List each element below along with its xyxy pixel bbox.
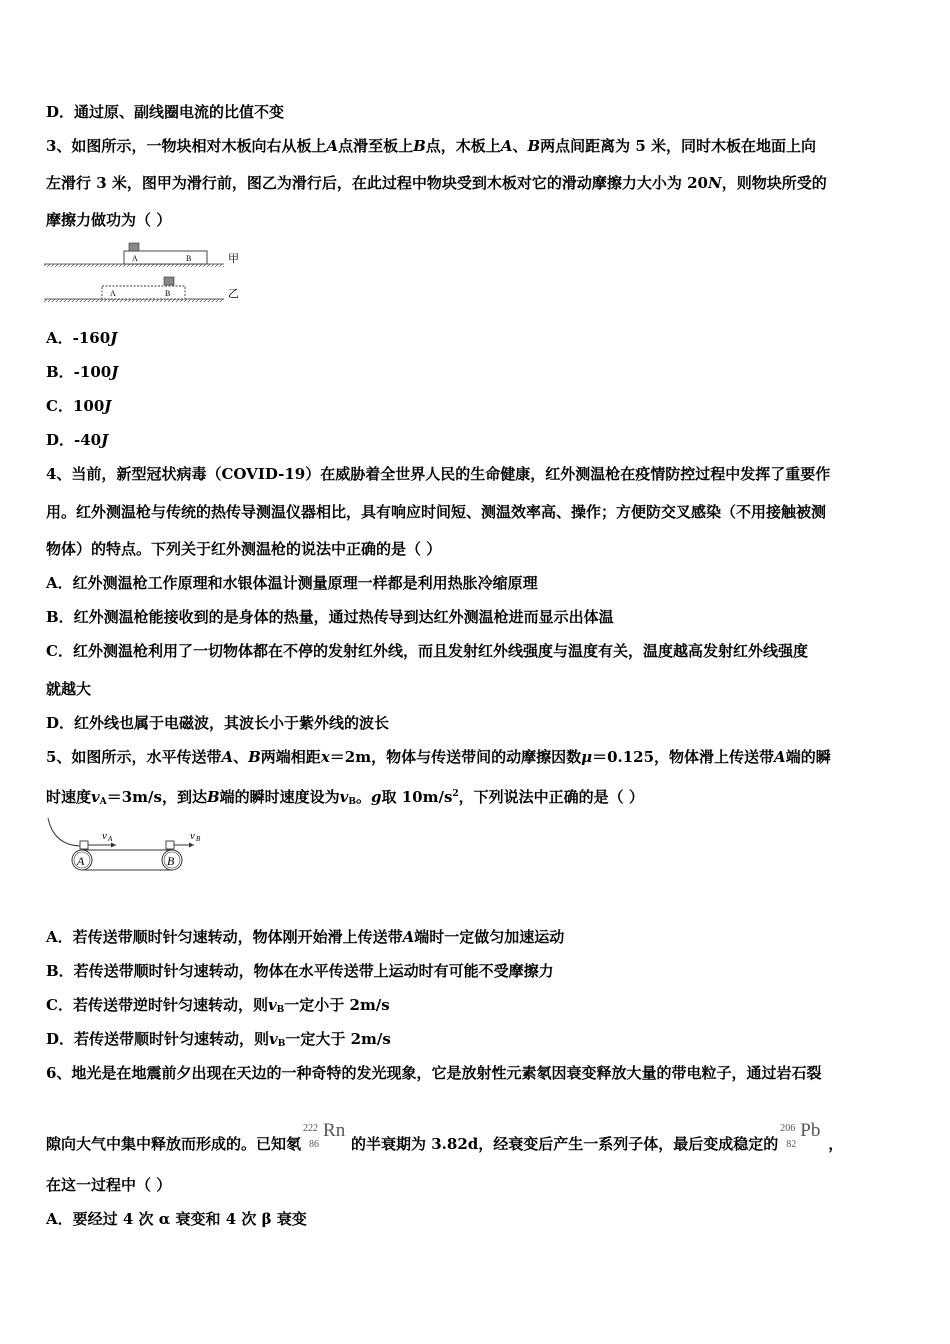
q3-option-d [46, 430, 108, 450]
q5-var-v: v [269, 1030, 278, 1048]
radon-isotope [301, 1120, 351, 1153]
q3-point-a: A [326, 137, 339, 155]
block-at-a [80, 841, 88, 849]
block-yi [164, 277, 174, 285]
block-jia [129, 243, 139, 251]
radon-atomic-number: 86 [309, 1139, 320, 1150]
q6-stem-line-3 [46, 1175, 171, 1195]
q5-option-d-text: D．若传送带顺时针匀速转动，则 [46, 1030, 270, 1048]
q5-sub-b: B [277, 1039, 286, 1049]
q5-var-v: v [91, 788, 100, 806]
arrow-vb-head [189, 843, 194, 848]
q3-text: 摩擦力做功为（ ） [46, 211, 172, 229]
board-label-a: A [110, 289, 116, 298]
q5-option-a-text: 端时一定做匀加速运动 [414, 928, 565, 946]
q5-option-c [46, 995, 390, 1020]
q5-stem-line-1 [46, 747, 831, 767]
q4-option-c-cont [46, 679, 91, 699]
q3-stem-line-1 [46, 136, 816, 156]
q6-option-a-text: A．要经过 4 次 α 衰变和 4 次 β 衰变 [46, 1210, 307, 1228]
q5-var-x: x [320, 748, 330, 766]
q5-text: ＝3m/s，到达 [106, 788, 207, 806]
q5-sub-b: B [348, 797, 356, 807]
q3-text: 3、如图所示，一物块相对木板向右从板上 [46, 137, 327, 155]
q4-option-c [46, 641, 808, 661]
q6-text: 隙向大气中集中释放而形成的。已知氡 [46, 1135, 302, 1153]
q5-var-g: g [371, 788, 382, 806]
q2-option-d [46, 102, 284, 122]
q5-figure [44, 814, 224, 876]
q5-end-a: A [221, 748, 234, 766]
q4-text: 物体）的特点。下列关于红外测温枪的说法中正确的是（ ） [46, 540, 442, 558]
q3-figure [44, 238, 254, 308]
q3-point-a: A [500, 137, 513, 155]
q5-option-b [46, 961, 554, 981]
q3-point-b: B [527, 137, 541, 155]
va-sub: A [108, 835, 113, 843]
q3-option-a [46, 328, 117, 348]
lead-isotope [778, 1120, 828, 1153]
q5-option-a-text: A．若传送带顺时针匀速转动，物体刚开始滑上传送带 [46, 928, 403, 946]
q4-option-c-text: 就越大 [46, 680, 92, 698]
q5-option-a [46, 927, 564, 947]
ground-hatch [44, 264, 224, 267]
q6-text: 6、地光是在地震前夕出现在天边的一种奇特的发光现象，它是放射性元素氡因衰变释放大量的带电粒子，通过岩石裂 [46, 1064, 822, 1082]
q5-option-c-text: C．若传送带逆时针匀速转动，则 [46, 996, 268, 1014]
q3-option-c [46, 396, 111, 416]
lead-atomic-number: 82 [786, 1139, 797, 1150]
q4-option-b [46, 607, 614, 627]
q3-stem-line-3 [46, 210, 171, 230]
q5-option-d [46, 1029, 391, 1054]
q5-text: 两端相距 [260, 748, 321, 766]
q5-text: 取 10m/s [381, 788, 453, 806]
q3-option-a-unit: J [110, 329, 118, 347]
q4-text: 用。红外测温枪与传统的热传导测温仪器相比，具有响应时间短、测温效率高、操作；方便防交叉感染（不用接触被测 [46, 503, 827, 521]
q5-var-v: v [339, 788, 349, 806]
radon-symbol: Rn [323, 1120, 346, 1141]
lead-symbol: Pb [800, 1120, 821, 1141]
q5-var-v: v [267, 996, 277, 1014]
q5-text: 端的瞬 [785, 748, 831, 766]
q5-option-c-text: 一定小于 2m/s [284, 996, 390, 1014]
q5-end-b: B [206, 788, 220, 806]
q4-stem-line-3 [46, 539, 441, 559]
q3-option-d-text: D．-40 [46, 431, 102, 449]
lead-mass-number: 206 [780, 1123, 796, 1134]
ground-hatch [44, 299, 224, 302]
q6-stem-line-1 [46, 1063, 821, 1083]
q3-option-b-unit: J [111, 363, 119, 381]
q5-text: ＝2m，物体与传送带间的动摩擦因数 [329, 748, 582, 766]
q2-option-d-text: D．通过原、副线圈电流的比值不变 [46, 103, 285, 121]
q4-stem-line-2 [46, 502, 826, 522]
q5-stem-line-2 [46, 784, 644, 812]
q6-text: 在这一过程中（ ） [46, 1176, 172, 1194]
board-label-b: B [186, 254, 192, 263]
wheel-b-label: B [167, 854, 175, 868]
q3-option-a-text: A．-160 [46, 329, 111, 347]
va-label: v [102, 830, 107, 842]
label-yi: 乙 [228, 288, 239, 300]
q5-text: 5、如图所示，水平传送带 [46, 748, 222, 766]
q5-text: 端的瞬时速度设为 [219, 788, 340, 806]
q3-stem-line-2 [46, 173, 827, 193]
q3-option-b-text: B．-100 [46, 363, 112, 381]
q6-text: 的半衰期为 3.82d，经衰变后产生一系列子体，最后变成稳定的 [351, 1135, 779, 1153]
q5-option-b-text: B．若传送带顺时针匀速转动，物体在水平传送带上运动时有可能不受摩擦力 [46, 962, 554, 980]
radon-mass-number: 222 [303, 1123, 319, 1134]
q5-text: ＝0.125，物体滑上传送带 [592, 748, 775, 766]
incline-curve [48, 818, 82, 846]
q3-text: 、 [512, 137, 528, 155]
q3-text: 两点间距离为 5 米，同时木板在地面上向 [540, 137, 817, 155]
q6-stem-line-2 [46, 1120, 844, 1154]
q5-text: 时速度 [46, 788, 92, 806]
q5-end-b: B [248, 748, 261, 766]
vb-label: v [190, 830, 195, 842]
q3-point-b: B [413, 137, 426, 155]
q6-text: ， [828, 1135, 844, 1153]
q4-option-a-text: A．红外测温枪工作原理和水银体温计测量原理一样都是利用热胀冷缩原理 [46, 574, 538, 592]
q5-var-mu: μ [581, 748, 593, 766]
q5-end-a: A [774, 748, 786, 766]
vb-sub: B [196, 835, 201, 843]
q4-stem-line-1 [46, 464, 830, 484]
q3-text: 点，木板上 [425, 137, 501, 155]
q4-option-c-text: C．红外测温枪利用了一切物体都在不停的发射红外线，而且发射红外线强度与温度有关，温度越高发射红外线强度 [46, 642, 808, 660]
q5-sup-2: 2 [452, 789, 459, 799]
board-label-a: A [132, 254, 138, 263]
q5-option-d-text: 一定大于 2m/s [285, 1030, 391, 1048]
q5-sub-b: B [276, 1005, 285, 1015]
q3-option-c-text: C．100 [46, 397, 105, 415]
q4-option-a [46, 573, 538, 593]
q4-text: 4、当前，新型冠状病毒（COVID-19）在威胁着全世界人民的生命健康，红外测温枪在疫情防控过程中发挥了重要作 [46, 465, 831, 483]
arrow-va-head [111, 843, 116, 848]
q3-option-d-unit: J [101, 431, 109, 449]
q6-option-a [46, 1209, 307, 1229]
q4-option-d-text: D．红外线也属于电磁波，其波长小于紫外线的波长 [46, 714, 390, 732]
q5-end-a: A [402, 928, 415, 946]
q5-text: 。 [355, 788, 371, 806]
q3-option-c-unit: J [104, 397, 112, 415]
q5-sub-a: A [99, 797, 107, 807]
q4-option-b-text: B．红外测温枪能接收到的是身体的热量，通过热传导到达红外测温枪进而显示出体温 [46, 608, 614, 626]
q3-text: ，则物块所受的 [721, 174, 827, 192]
q5-text: ，下列说法中正确的是（ ） [458, 788, 644, 806]
q3-text: 点滑至板上 [338, 137, 414, 155]
q5-text: 、 [233, 748, 249, 766]
board-label-b: B [165, 289, 171, 298]
block-at-b [166, 841, 174, 849]
q3-option-b [46, 362, 118, 382]
q3-unit-n: N [707, 174, 722, 192]
q4-option-d [46, 713, 389, 733]
wheel-a-label: A [77, 854, 85, 868]
label-jia: 甲 [228, 253, 239, 265]
q3-text: 左滑行 3 米，图甲为滑行前，图乙为滑行后，在此过程中物块受到木板对它的滑动摩擦力大小为 20 [46, 174, 708, 192]
